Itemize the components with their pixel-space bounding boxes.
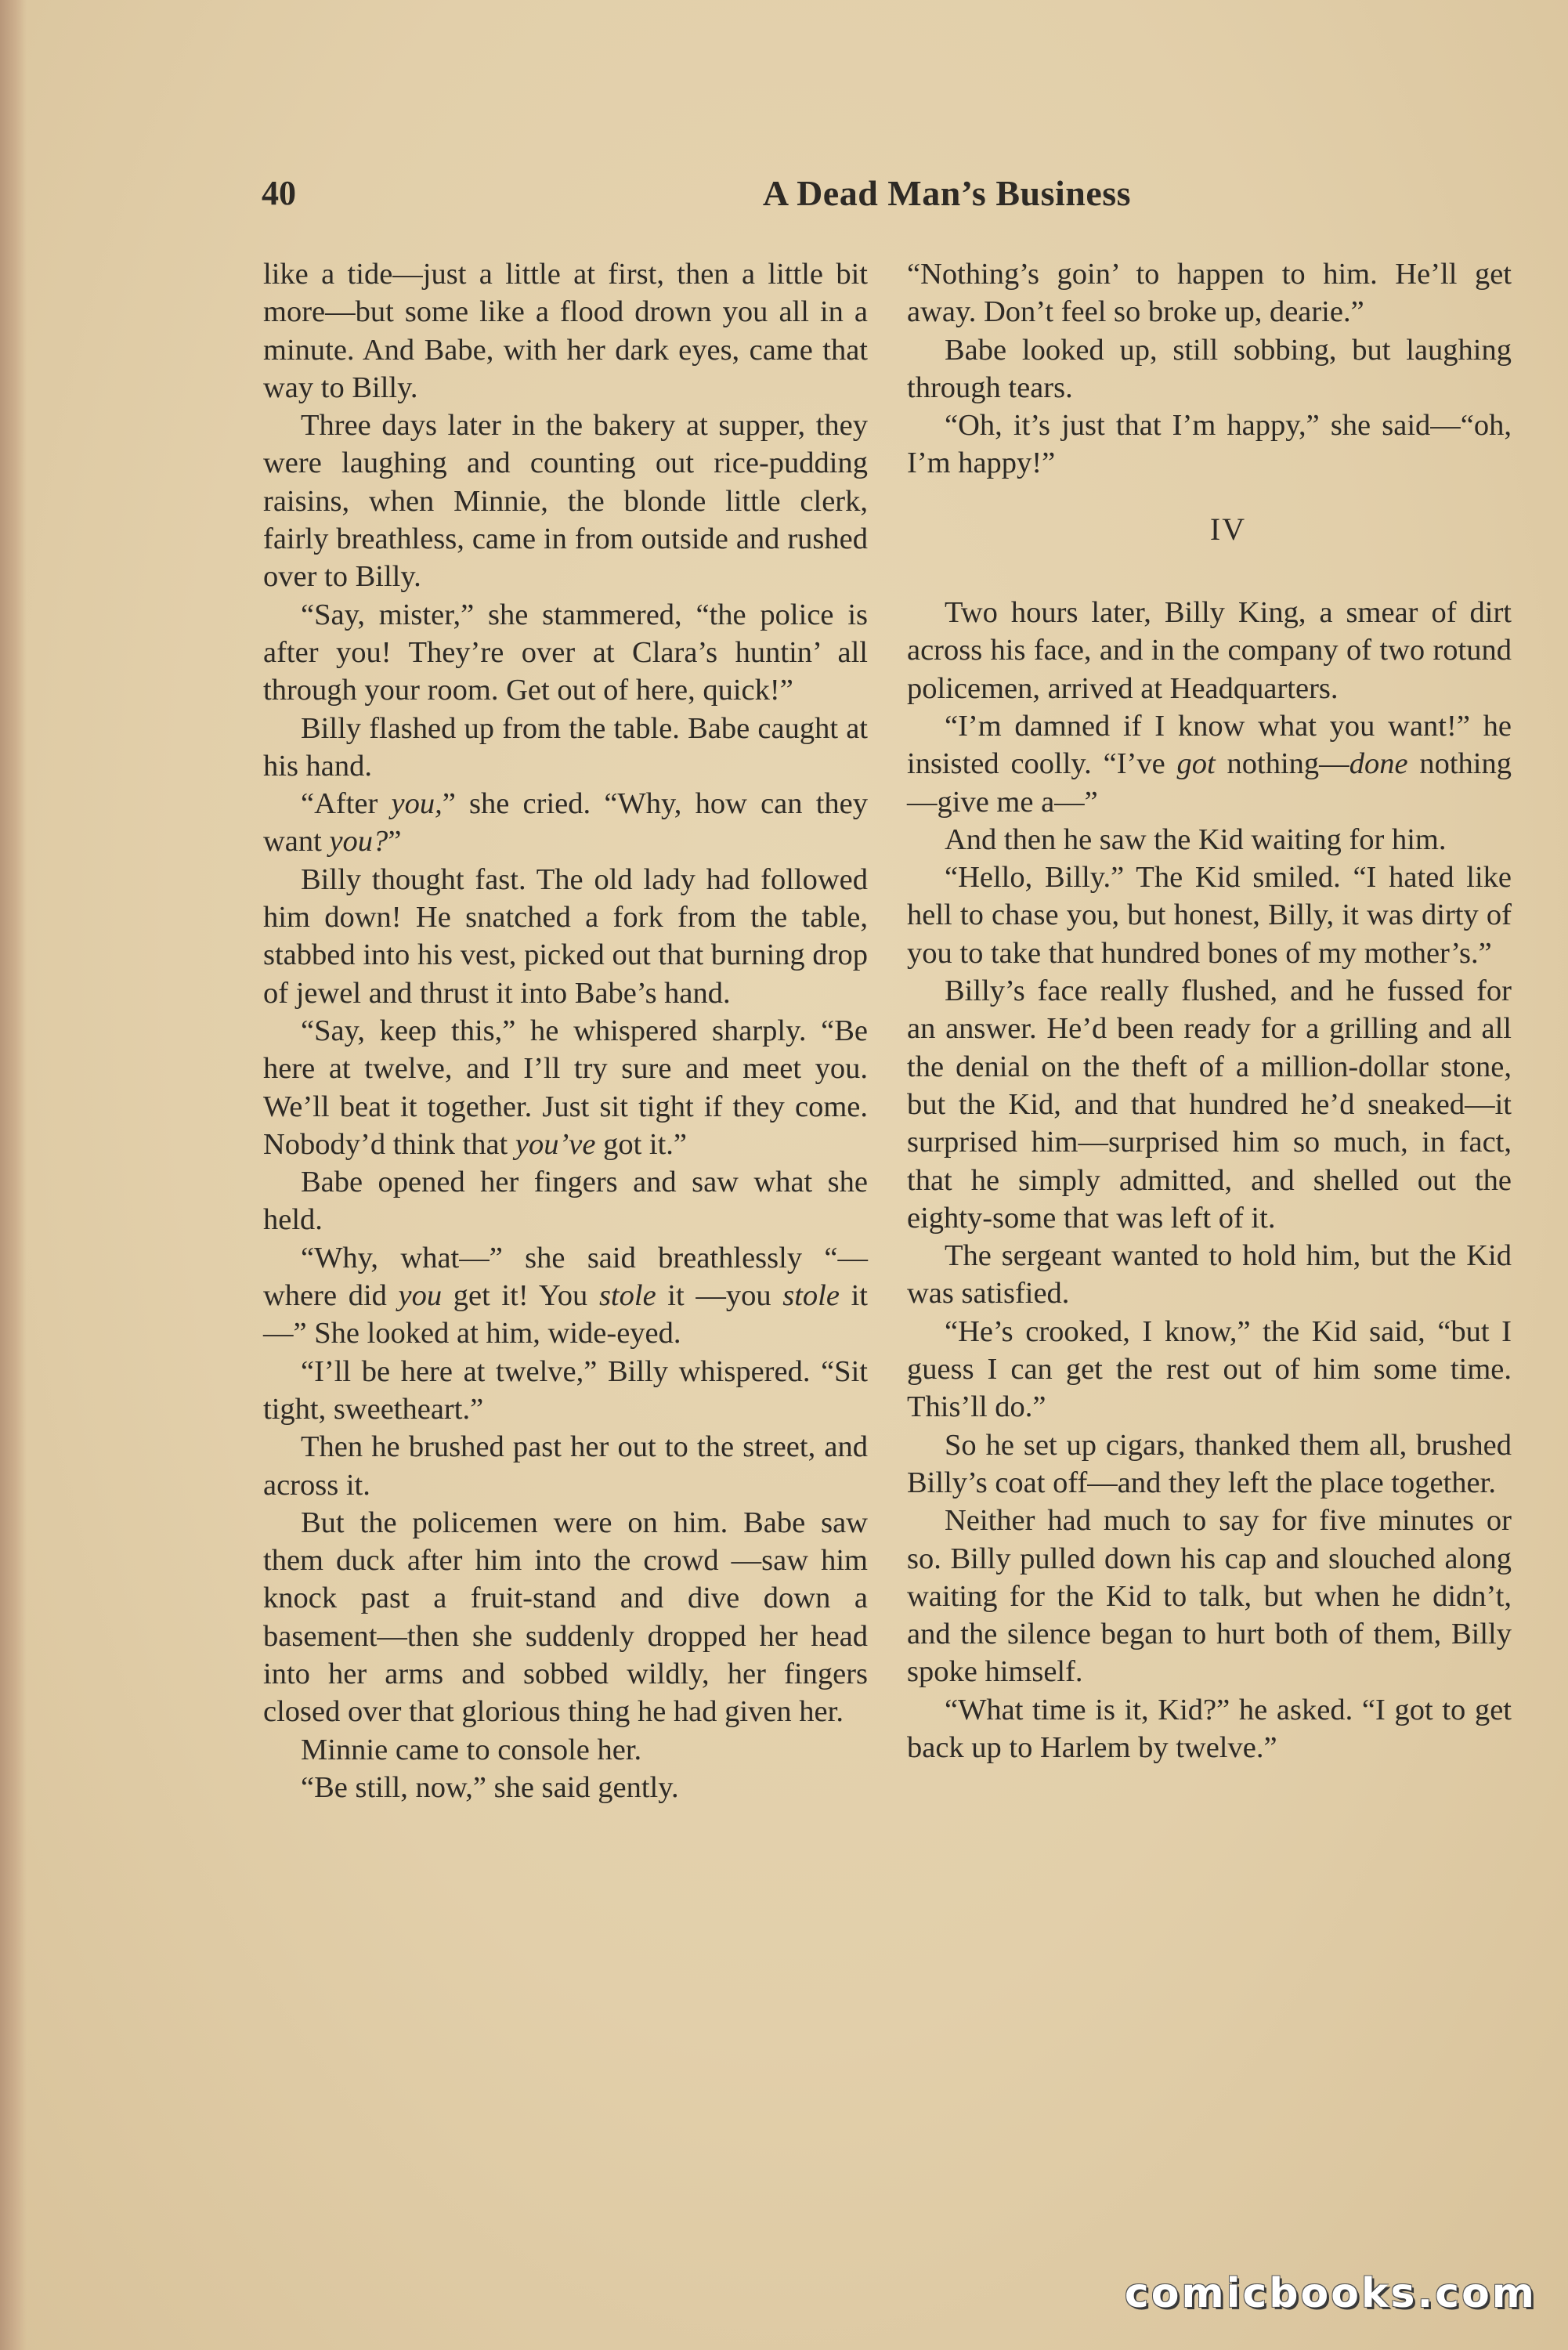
paragraph: And then he saw the Kid waiting for him.	[945, 822, 1447, 856]
paragraph: Babe looked up, still sobbing, but laughing through tears.	[907, 333, 1512, 404]
paragraph: “Hello, Billy.” The Kid smiled. “I hated like hell to chase you, but honest, Billy, it was dirty of you to take that hundred bones of my mother’s.”	[907, 861, 1512, 970]
paragraph: Three days later in the bakery at supper, they were laughing and counting out rice-pudding raisins, when Minnie, the blonde little clerk, fairly breathless, came in from outside and rushed over to Billy.	[263, 409, 868, 594]
paragraph: “Say, keep this,” he whispered sharply. “Be here at twelve, and I’ll try sure and meet you. We’ll beat it together. Just sit tight if they come. Nobody’d think that you’ve got it.”	[263, 1014, 868, 1161]
watermark: comicbooks.com	[1124, 2270, 1537, 2317]
paragraph: Two hours later, Billy King, a smear of dirt across his face, and in the company of two rotund policemen, arrived at Headquarters.	[907, 596, 1512, 705]
paragraph: like a tide—just a little at first, then a little bit more—but some like a flood drown you all in a minute. And Babe, with her dark eyes, came that way to Billy.	[263, 258, 868, 404]
paragraph: “He’s crooked, I know,” the Kid said, “but I guess I can get the rest out of him some time. This’ll do.”	[907, 1314, 1512, 1424]
paragraph: So he set up cigars, thanked them all, brushed Billy’s coat off—and they left the place together.	[907, 1428, 1512, 1499]
paragraph: Billy flashed up from the table. Babe caught at his hand.	[263, 711, 868, 783]
right-column	[907, 255, 1512, 1766]
paragraph: “Why, what—” she said breathlessly “—where did you get it! You stole it —you stole it—” She looked at him, wide-eyed.	[263, 1241, 868, 1350]
paragraph: “Be still, now,” she said gently.	[301, 1770, 679, 1804]
paragraph: Billy’s face really flushed, and he fussed for an answer. He’d been ready for a grilling and all the denial on the theft of a million-dollar stone, but the Kid, and that hundred he’d sneaked—it surprised him—surprised him so much, in fact, that he simply admitted, and shelled out the eighty-some that was left of it.	[907, 974, 1512, 1235]
paragraph: “After you,” she cried. “Why, how can they want you?”	[263, 787, 868, 859]
section-number: IV	[1209, 511, 1247, 547]
paragraph: But the policemen were on him. Babe saw them duck after him into the crowd —saw him knock past a fruit-stand and dive down a basement—then she suddenly dropped her head into her arms and sobbed wildly, her fingers closed over that glorious thing he had given her.	[263, 1506, 868, 1729]
page-number: 40	[262, 174, 296, 212]
paragraph: The sergeant wanted to hold him, but the Kid was satisfied.	[907, 1239, 1512, 1311]
paragraph: “I’m damned if I know what you want!” he insisted coolly. “I’ve got nothing—done nothing—give me a—”	[907, 709, 1512, 819]
paragraph: “Oh, it’s just that I’m happy,” she said—“oh, I’m happy!”	[907, 409, 1512, 480]
paragraph: Billy thought fast. The old lady had followed him down! He snatched a fork from the table, stabbed into his vest, picked out that burning drop of jewel and thrust it into Babe’s hand.	[263, 862, 868, 1010]
paragraph: Neither had much to say for five minutes or so. Billy pulled down his cap and slouched along waiting for the Kid to talk, but when he didn’t, and the silence began to hurt both of them, Billy spoke himself.	[907, 1504, 1512, 1689]
page-header	[262, 166, 1515, 221]
left-column	[263, 255, 868, 1806]
running-title: A Dead Man’s Business	[762, 173, 1132, 213]
paragraph: “What time is it, Kid?” he asked. “I got to get back up to Harlem by twelve.”	[907, 1693, 1512, 1764]
paragraph: “Say, mister,” she stammered, “the police is after you! They’re over at Clara’s huntin’ all through your room. Get out of here, quick!”	[263, 598, 868, 707]
page-edge-shadow	[0, 0, 27, 2350]
paragraph: “I’ll be here at twelve,” Billy whispered. “Sit tight, sweetheart.”	[263, 1354, 868, 1426]
paragraph: Babe opened her fingers and saw what she held.	[263, 1166, 868, 1237]
paragraph: “Nothing’s goin’ to happen to him. He’ll get away. Don’t feel so broke up, dearie.”	[907, 258, 1512, 329]
paragraph: Minnie came to console her.	[301, 1733, 642, 1766]
paragraph: Then he brushed past her out to the street, and across it.	[263, 1430, 868, 1502]
